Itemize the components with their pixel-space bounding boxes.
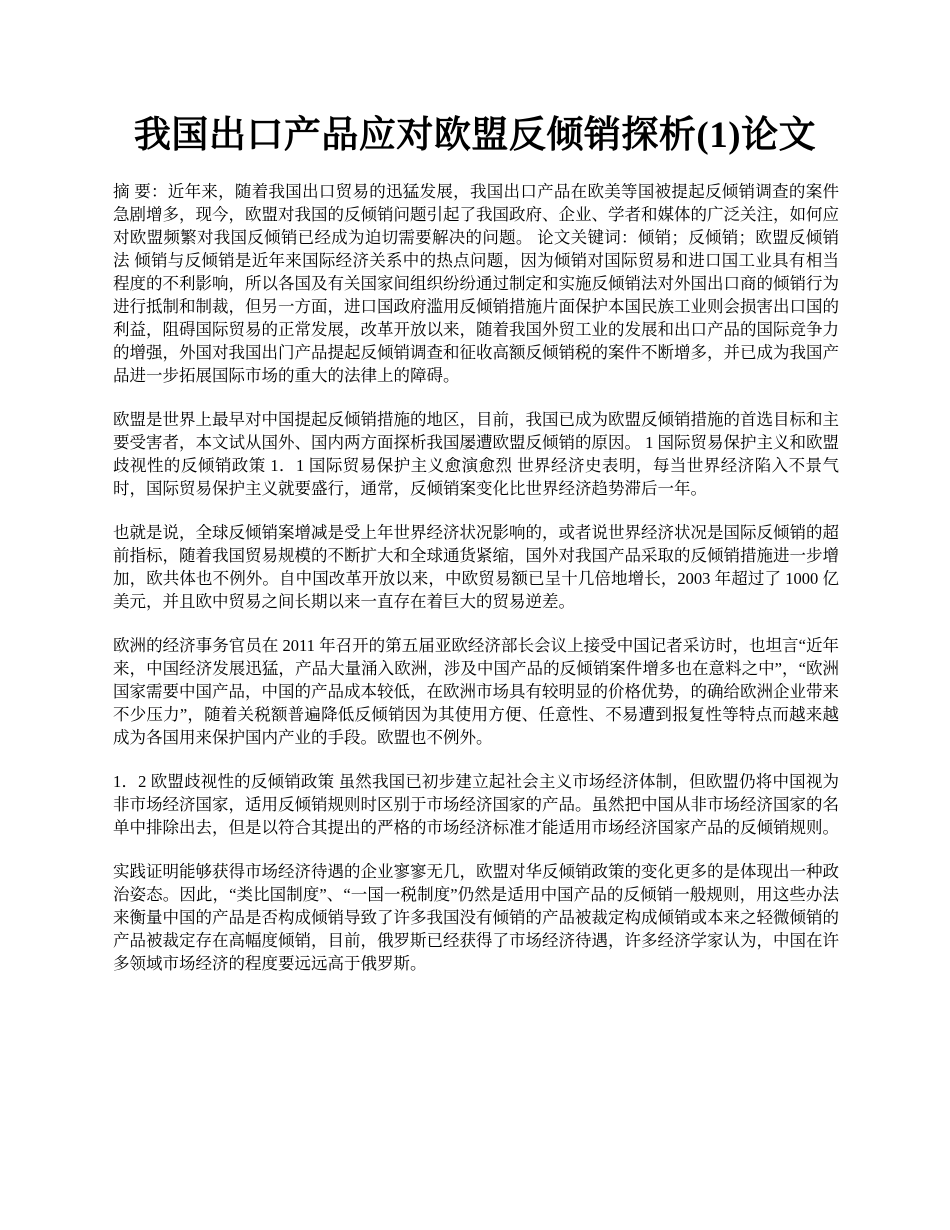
- paragraph-eu-background: 欧盟是世界上最早对中国提起反倾销措施的地区，目前，我国已成为欧盟反倾销措施的首选目标和主要受害者，本文试从国外、国内两方面探析我国屡遭欧盟反倾销的原因。 1 国际贸易保护主义和欧盟歧视性的反倾销政策 1．1 国际贸易保护主义愈演愈烈 世界经济史表明，每当世界经济陷入不景气时，国际贸易保护主义就要盛行，通常，反倾销案变化比世界经济趋势滞后一年。: [113, 410, 839, 498]
- paragraph-abstract: 摘 要：近年来，随着我国出口贸易的迅猛发展，我国出口产品在欧美等国被提起反倾销调查的案件急剧增多，现今，欧盟对我国的反倾销问题引起了我国政府、企业、学者和媒体的广泛关注，如何应对欧盟频繁对我国反倾销已经成为迫切需要解决的问题。 论文关键词：倾销；反倾销；欧盟反倾销法 倾销与反倾销是近年来国际经济关系中的热点问题，因为倾销对国际贸易和进口国工业具有相当程度的不利影响，所以各国及有关国家间组织纷纷通过制定和实施反倾销法对外国出口商的倾销行为进行抵制和制裁，但另一方面，进口国政府滥用反倾销措施片面保护本国民族工业则会损害出口国的利益，阻碍国际贸易的正常发展，改革开放以来，随着我国外贸工业的发展和出口产品的国际竞争力的增强，外国对我国出门产品提起反倾销调查和征收高额反倾销税的案件不断增多，并已成为我国产品进一步拓展国际市场的重大的法律上的障碍。: [113, 182, 839, 385]
- document-title: 我国出口产品应对欧盟反倾销探析(1)论文: [133, 115, 817, 156]
- paragraph-market-economy: 实践证明能够获得市场经济待遇的企业寥寥无几，欧盟对华反倾销政策的变化更多的是体现出一种政治姿态。因此，“类比国制度”、“一国一税制度”仍然是适用中国产品的反倾销一般规则，用这些办法来衡量中国的产品是否构成倾销导致了许多我国没有倾销的产品被裁定构成倾销或本来之轻微倾销的产品被裁定存在高幅度倾销，目前，俄罗斯已经获得了市场经济待遇，许多经济学家认为，中国在许多领域市场经济的程度要远远高于俄罗斯。: [113, 862, 839, 973]
- paragraph-eu-policy: 1．2 欧盟歧视性的反倾销政策 虽然我国已初步建立起社会主义市场经济体制，但欧盟仍将中国视为非市场经济国家，适用反倾销规则时区别于市场经济国家的产品。虽然把中国从非市场经济国家的名单中排除出去，但是以符合其提出的严格的市场经济标准才能适用市场经济国家产品的反倾销规则。: [113, 772, 839, 837]
- paragraph-global-trend: 也就是说，全球反倾销案增减是受上年世界经济状况影响的，或者说世界经济状况是国际反倾销的超前指标，随着我国贸易规模的不断扩大和全球通货紧缩，国外对我国产品采取的反倾销措施进一步增加，欧共体也不例外。自中国改革开放以来，中欧贸易额已呈十几倍地增长，2003 年超过了 1000 亿美元，并且欧中贸易之间长期以来一直存在着巨大的贸易逆差。: [113, 523, 839, 611]
- paragraph-eu-official: 欧洲的经济事务官员在 2011 年召开的第五届亚欧经济部长会议上接受中国记者采访时，也坦言“近年来，中国经济发展迅猛，产品大量涌入欧洲，涉及中国产品的反倾销案件增多也在意料之中”，“欧洲国家需要中国产品，中国的产品成本较低，在欧洲市场具有较明显的价格优势，的确给欧洲企业带来不少压力”，随着关税额普遍降低反倾销因为其使用方便、任意性、不易遭到报复性等特点而越来越成为各国用来保护国内产业的手段。欧盟也不例外。: [113, 636, 839, 747]
- document-body: [113, 180, 839, 996]
